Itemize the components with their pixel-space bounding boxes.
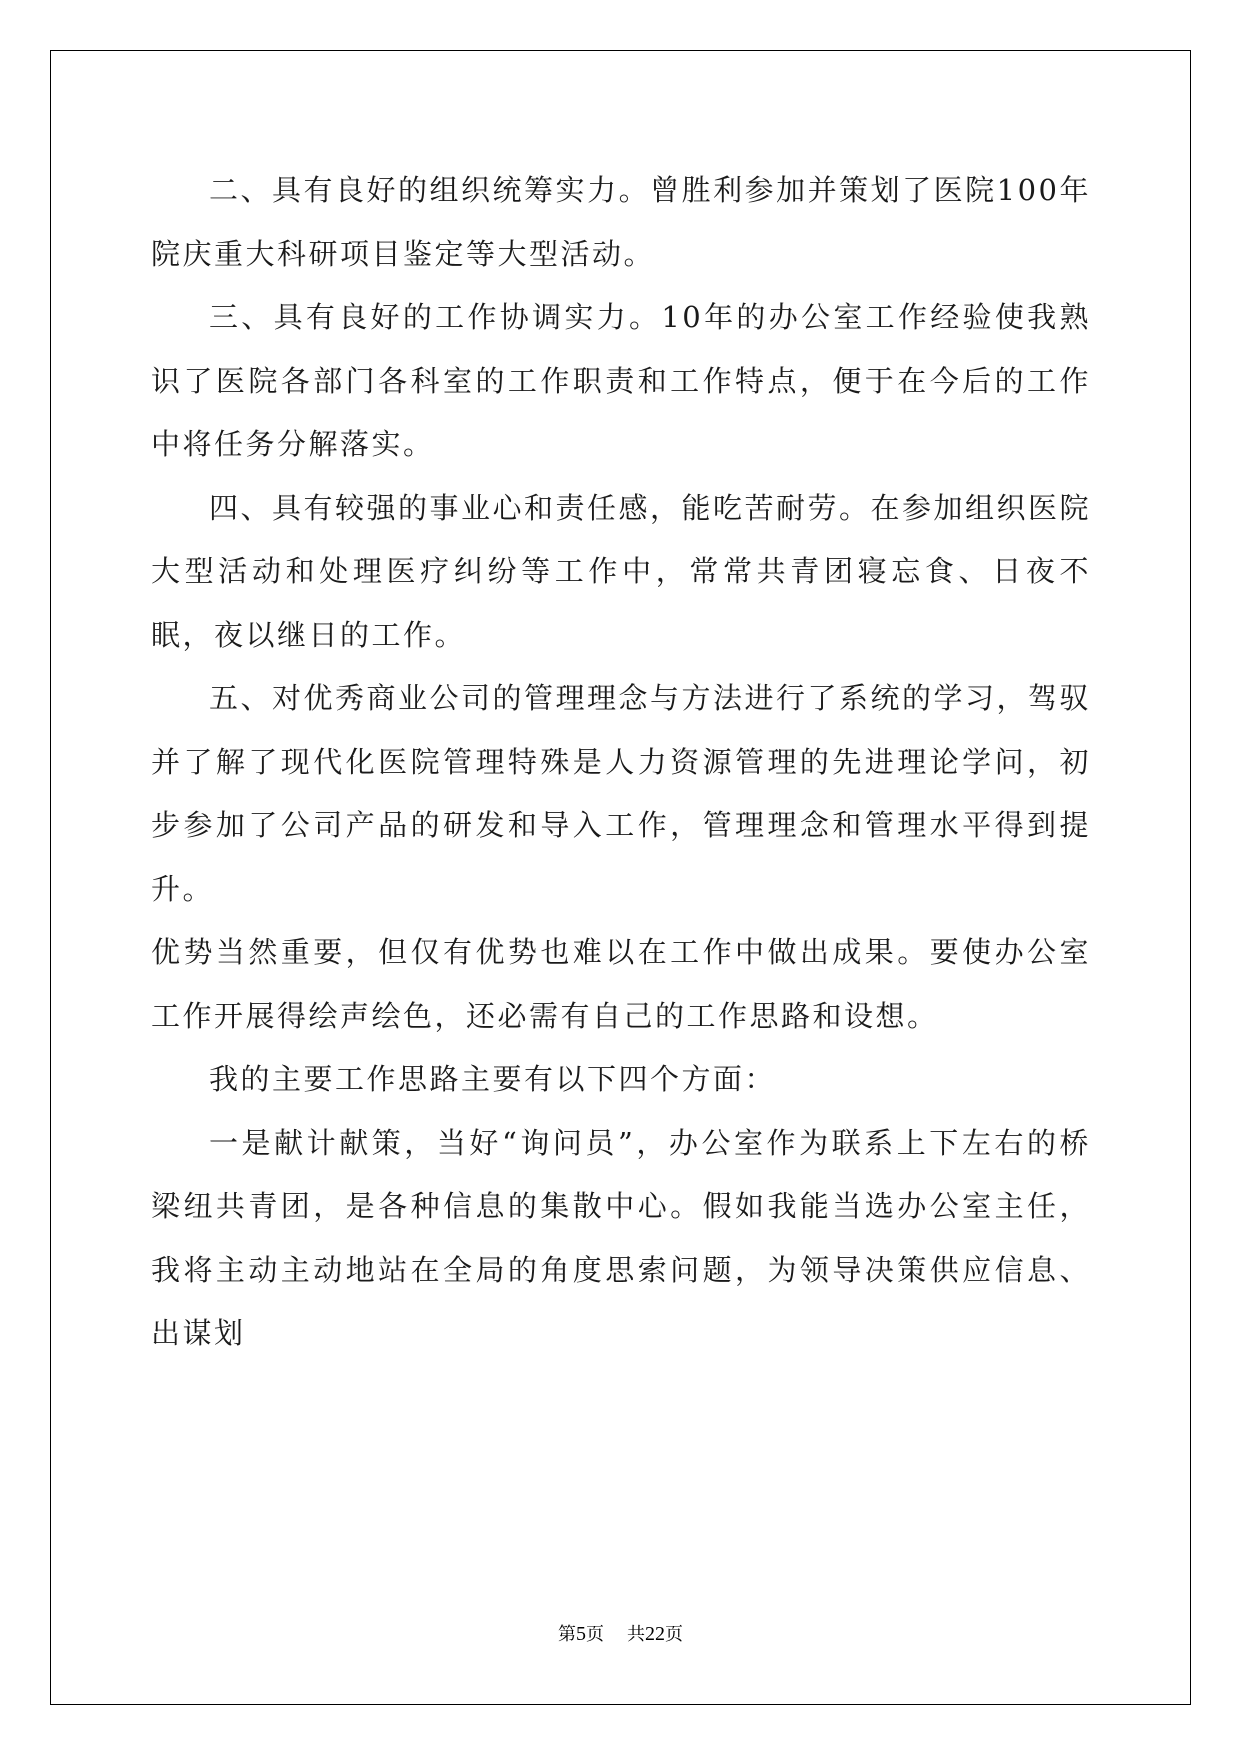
paragraph-first-idea: 一是献计献策，当好“询问员”，办公室作为联系上下左右的桥梁纽共青团，是各种信息的集散中心。假如我能当选办公室主任，我将主动主动地站在全局的角度思索问题，为领导决策供应信息、出谋划 <box>151 1125 1091 1350</box>
footer-total-pages: 22 <box>644 1623 665 1645</box>
footer-total-suffix: 页 <box>664 1624 683 1645</box>
paragraph-coordination-ability: 三、具有良好的工作协调实力。10年的办公室工作经验使我熟识了医院各部门各科室的工作职责和工作特点，便于在今后的工作中将任务分解落实。 <box>151 300 1091 461</box>
paragraph-management-study: 五、对优秀商业公司的管理理念与方法进行了系统的学习，驾驭并了解了现代化医院管理特殊是人力资源管理的先进理论学问，初步参加了公司产品的研发和导入工作，管理理念和管理水平得到提升。 <box>151 681 1092 906</box>
footer-page-prefix: 第 <box>558 1624 577 1645</box>
paragraph-dedication: 四、具有较强的事业心和责任感，能吃苦耐劳。在参加组织医院大型活动和处理医疗纠纷等工作中，常常共青团寝忘食、日夜不眠，夜以继日的工作。 <box>151 490 1092 652</box>
paragraph-advantages-summary: 优势当然重要，但仅有优势也难以在工作中做出成果。要使办公室工作开展得绘声绘色，还必需有自己的工作思路和设想。 <box>151 935 1091 1033</box>
footer-total-prefix: 共 <box>626 1624 645 1645</box>
paragraph-work-ideas-intro: 我的主要工作思路主要有以下四个方面： <box>209 1062 777 1096</box>
document-body <box>151 159 1091 1366</box>
footer-page-number: 5 <box>576 1623 587 1645</box>
paragraph-organizing-ability: 二、具有良好的组织统筹实力。曾胜利参加并策划了医院100年院庆重大科研项目鉴定等大型活动。 <box>151 173 1091 271</box>
footer-page-suffix: 页 <box>586 1624 605 1645</box>
page-footer <box>0 1620 1241 1646</box>
